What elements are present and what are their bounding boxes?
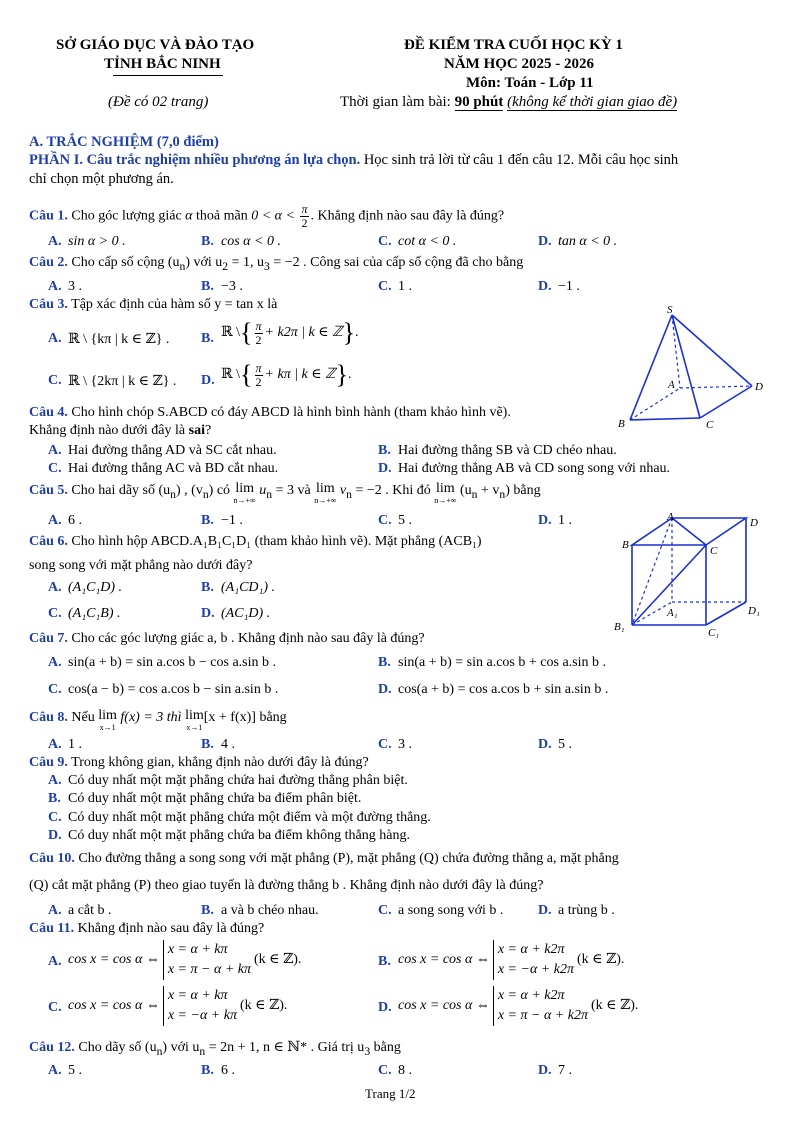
q5-label: Câu 5. bbox=[29, 483, 68, 498]
q7-text: Cho các góc lượng giác a, b . Khẳng định nào sau đây là đúng? bbox=[71, 631, 425, 646]
q2-letter-d: D. bbox=[538, 279, 552, 294]
q12-text-d: bằng bbox=[373, 1040, 401, 1055]
q2-option-d: −1 . bbox=[558, 279, 580, 294]
q6-letter-a: A. bbox=[48, 580, 62, 595]
q4-text-2b: sai bbox=[188, 423, 205, 438]
part-title: PHẦN I. Câu trắc nghiệm nhiều phương án lựa chọn. bbox=[29, 152, 361, 168]
q5-letter-a: A. bbox=[48, 513, 62, 528]
q6-letter-b: B. bbox=[201, 580, 214, 595]
q5-letter-c: C. bbox=[378, 513, 392, 528]
q1-option-a: sin α > 0 . bbox=[68, 234, 126, 249]
q1-letter-d: D. bbox=[538, 234, 552, 249]
q4-letter-b: B. bbox=[378, 443, 391, 458]
q8-option-d: 5 . bbox=[558, 737, 572, 752]
fig1-label-c: C bbox=[706, 419, 714, 430]
q8-text-a: Nếu bbox=[71, 710, 95, 725]
question-1: Câu 1. Cho góc lượng giác α thoả mãn 0 < α < $\frac{\pi}{2}$ . Khẳng định nào sau đây là đúng? bbox=[29, 202, 505, 230]
q1-option-c: cot α < 0 . bbox=[398, 234, 457, 249]
q11-b-case-2: x = −α + k2π bbox=[497, 962, 574, 977]
question-11 bbox=[29, 921, 264, 937]
q11-option-b bbox=[398, 940, 624, 980]
q11-letter-d: D. bbox=[378, 1000, 392, 1015]
q6-option-b: (A₁CD₁) . bbox=[221, 580, 276, 595]
q5-text-c: ) có bbox=[208, 483, 231, 498]
q3-letter-b: B. bbox=[201, 331, 214, 346]
q9-letter-c: C. bbox=[48, 810, 62, 825]
header-divider bbox=[113, 75, 223, 76]
q4-option-d: Hai đường thẳng AB và CD song song với nhau. bbox=[398, 461, 671, 476]
q4-letter-a: A. bbox=[48, 443, 62, 458]
q4-label: Câu 4. bbox=[29, 405, 68, 420]
q2-option-b: −3 . bbox=[221, 279, 243, 294]
q11-c-lead: cos x = cos α ⇔ bbox=[68, 998, 160, 1014]
q9-letter-b: B. bbox=[48, 791, 61, 806]
q10-letter-c: C. bbox=[378, 903, 392, 918]
time-label: Thời gian làm bài: bbox=[340, 94, 455, 110]
q8-lim-2: lim bbox=[185, 708, 204, 723]
q7-option-c: cos(a − b) = cos a.cos b − sin a.sin b . bbox=[68, 682, 279, 697]
question-2: Câu 2. Cho cấp số cộng $(u_n)$ với $u_2 = 1$, $u_3 = -2$ . Công sai của cấp số cộng đã cho bằng bbox=[29, 255, 524, 273]
question-12: Câu 12. Cho dãy số $(u_n)$ với $u_n = 2n + 1$, n ∈ ℕ* . Giá trị $u_3$ bằng bbox=[29, 1040, 401, 1058]
fig1-label-s: S bbox=[667, 304, 673, 316]
q2-label: Câu 2. bbox=[29, 255, 68, 270]
q4-option-a: Hai đường thẳng AD và SC cắt nhau. bbox=[68, 443, 277, 458]
q8-letter-c: C. bbox=[378, 737, 392, 752]
q7-label: Câu 7. bbox=[29, 631, 68, 646]
q2-option-c: 1 . bbox=[398, 279, 412, 294]
q4-letter-c: C. bbox=[48, 461, 62, 476]
fig1-label-d: D bbox=[755, 381, 763, 393]
time-value: 90 phút bbox=[454, 94, 504, 110]
q3-option-b: ℝ \{ $\frac{\pi}{2}$ + k2π | k ∈ ℤ}. bbox=[221, 318, 359, 347]
q11-a-case-2: x = π − α + kπ bbox=[167, 962, 251, 977]
q3-option-c: ℝ \ {2kπ | k ∈ ℤ} . bbox=[68, 374, 177, 389]
q12-text-c: = 2n + 1, n ∈ ℕ* . Giá trị u bbox=[208, 1040, 365, 1055]
q5-lim-3-sub: n→+∞ bbox=[434, 496, 457, 505]
q5-option-c: 5 . bbox=[398, 513, 412, 528]
q11-d-tail: (k ∈ ℤ). bbox=[591, 998, 639, 1014]
q11-d-case-1: x = α + k2π bbox=[497, 988, 565, 1003]
q12-option-c: 8 . bbox=[398, 1063, 412, 1078]
q5-text-i: + v bbox=[480, 483, 500, 498]
q7-option-d: cos(a + b) = cos a.cos b + sin a.sin b . bbox=[398, 682, 609, 697]
q10-option-a: a cắt b . bbox=[68, 903, 112, 918]
q3-letter-d: D. bbox=[201, 373, 215, 388]
q6-letter-d: D. bbox=[201, 606, 215, 621]
subject-line: Môn: Toán - Lớp 11 bbox=[466, 75, 594, 91]
q11-label: Câu 11. bbox=[29, 921, 75, 936]
question-4 bbox=[29, 405, 511, 421]
q8-label: Câu 8. bbox=[29, 710, 68, 725]
q8-option-b: 4 . bbox=[221, 737, 235, 752]
page-count-note: (Đề có 02 trang) bbox=[108, 94, 209, 110]
q11-a-lead: cos x = cos α ⇔ bbox=[68, 952, 160, 968]
q2-option-a: 3 . bbox=[68, 279, 82, 294]
q11-option-d bbox=[398, 986, 638, 1026]
q5-lim-2-sub: n→+∞ bbox=[314, 496, 337, 505]
department-name: SỞ GIÁO DỤC VÀ ĐÀO TẠO bbox=[56, 37, 255, 53]
q1-text-b: thoả mãn bbox=[196, 208, 248, 224]
q3-letter-c: C. bbox=[48, 373, 62, 388]
part-text: Học sinh trả lời từ câu 1 đến câu 12. Mỗi câu học sinh bbox=[360, 152, 679, 168]
q9-text: Trong không gian, khẳng định nào dưới đây là đúng? bbox=[71, 755, 369, 770]
q9-letter-d: D. bbox=[48, 828, 62, 843]
q2-letter-b: B. bbox=[201, 279, 214, 294]
q12-option-d: 7 . bbox=[558, 1063, 572, 1078]
fig2-label-c: C bbox=[710, 545, 718, 557]
q5-option-b: −1 . bbox=[221, 513, 243, 528]
q9-letter-a: A. bbox=[48, 773, 62, 788]
q11-option-c bbox=[68, 986, 287, 1026]
q10-letter-b: B. bbox=[201, 903, 214, 918]
q3-b-pre: ℝ \ bbox=[221, 325, 241, 341]
q3-d-pre: ℝ \ bbox=[221, 367, 241, 383]
q5-text-h: (u bbox=[459, 483, 472, 498]
fig2-label-b1: B₁ bbox=[614, 621, 625, 633]
q9-option-a: Có duy nhất một mặt phẳng chứa hai đường thẳng phân biệt. bbox=[68, 773, 408, 788]
q6-text-line-2: song song với mặt phẳng nào dưới đây? bbox=[29, 558, 253, 573]
question-9 bbox=[29, 755, 369, 771]
q11-letter-a: A. bbox=[48, 954, 62, 969]
province-name: TỈNH BẮC NINH bbox=[104, 56, 221, 72]
q8-text-b: f(x) = 3 thì bbox=[120, 710, 182, 725]
q8-lim-1: lim bbox=[98, 708, 117, 723]
q5-lim-2: lim bbox=[315, 481, 335, 496]
q3-letter-a: A. bbox=[48, 331, 62, 346]
fig1-label-a: A bbox=[668, 379, 675, 391]
q9-option-b: Có duy nhất một mặt phẳng chứa ba điểm phân biệt. bbox=[68, 791, 362, 806]
fig2-label-a1: A₁ bbox=[667, 607, 678, 619]
q11-c-tail: (k ∈ ℤ). bbox=[239, 998, 288, 1014]
q8-lim-1-sub: x→1 bbox=[99, 723, 116, 732]
q10-option-d: a trùng b . bbox=[558, 903, 615, 918]
fig2-label-a: A bbox=[667, 511, 674, 523]
fig2-label-c1: C₁ bbox=[708, 627, 720, 639]
fig2-label-d: D bbox=[750, 517, 758, 529]
q12-option-b: 6 . bbox=[221, 1063, 235, 1078]
q5-option-d: 1 . bbox=[558, 513, 572, 528]
q5-option-a: 6 . bbox=[68, 513, 82, 528]
q12-text-b: ) với u bbox=[162, 1040, 200, 1055]
section-title: A. TRẮC NGHIỆM (7,0 điểm) bbox=[29, 134, 219, 150]
q11-a-case-1: x = α + kπ bbox=[167, 942, 228, 957]
q9-label: Câu 9. bbox=[29, 755, 68, 770]
q6-option-a: (A₁C₁D) . bbox=[68, 580, 123, 595]
fig2-label-b: B bbox=[622, 539, 629, 551]
q2-letter-a: A. bbox=[48, 279, 62, 294]
q11-b-tail: (k ∈ ℤ). bbox=[576, 952, 625, 968]
pyramid-figure bbox=[610, 300, 770, 430]
q12-letter-b: B. bbox=[201, 1063, 214, 1078]
q8-letter-b: B. bbox=[201, 737, 214, 752]
q12-letter-d: D. bbox=[538, 1063, 552, 1078]
box-figure bbox=[610, 510, 770, 642]
q10-option-b: a và b chéo nhau. bbox=[221, 903, 319, 918]
q5-text-e: = 3 và bbox=[275, 483, 311, 498]
q10-letter-a: A. bbox=[48, 903, 62, 918]
q11-a-tail: (k ∈ ℤ). bbox=[254, 952, 302, 968]
page-footer: Trang 1/2 bbox=[365, 1086, 416, 1101]
q3-d-post: + kπ | k ∈ ℤ bbox=[264, 367, 336, 383]
q2-letter-c: C. bbox=[378, 279, 392, 294]
q8-option-c: 3 . bbox=[398, 737, 412, 752]
q5-text-g: = −2 . Khi đó bbox=[355, 483, 431, 498]
part-text-2: chỉ chọn một phương án. bbox=[29, 171, 174, 187]
q4-option-c: Hai đường thẳng AC và BD cắt nhau. bbox=[68, 461, 279, 476]
q7-option-b: sin(a + b) = sin a.cos b + cos a.sin b . bbox=[398, 655, 606, 670]
q3-text: Tập xác định của hàm số y = tan x là bbox=[71, 297, 278, 312]
q1-label: Câu 1. bbox=[29, 208, 68, 224]
q2-text-b: ) với u bbox=[185, 255, 223, 270]
q3-option-a: ℝ \ {kπ | k ∈ ℤ} . bbox=[68, 332, 170, 347]
q8-letter-a: A. bbox=[48, 737, 62, 752]
q8-letter-d: D. bbox=[538, 737, 552, 752]
q11-option-a bbox=[68, 940, 301, 980]
q4-text-2c: ? bbox=[204, 423, 212, 438]
q1-text: Cho góc lượng giác bbox=[71, 208, 182, 224]
q10-letter-d: D. bbox=[538, 903, 552, 918]
q12-option-a: 5 . bbox=[68, 1063, 82, 1078]
q4-text-2a: Khẳng định nào dưới đây là bbox=[29, 423, 189, 438]
q1-letter-a: A. bbox=[48, 234, 62, 249]
question-8 bbox=[29, 710, 287, 734]
q5-text-f: v bbox=[339, 483, 347, 498]
q12-letter-a: A. bbox=[48, 1063, 62, 1078]
part-heading bbox=[29, 152, 678, 169]
q11-b-lead: cos x = cos α ⇔ bbox=[398, 952, 490, 968]
q11-letter-b: B. bbox=[378, 954, 391, 969]
q5-letter-d: D. bbox=[538, 513, 552, 528]
q6-text-1: Cho hình hộp ABCD.A₁B₁C₁D₁ (tham khảo hình vẽ). Mặt phẳng (ACB₁) bbox=[71, 534, 482, 549]
q5-text-b: ) , (v bbox=[176, 483, 203, 498]
q5-lim-1-sub: n→+∞ bbox=[233, 496, 256, 505]
q5-text-j: ) bằng bbox=[505, 483, 541, 498]
q11-c-case-2: x = −α + kπ bbox=[167, 1008, 237, 1023]
q12-label: Câu 12. bbox=[29, 1040, 75, 1055]
q8-lim-2-sub: x→1 bbox=[186, 723, 203, 732]
q5-text-d: u bbox=[259, 483, 267, 498]
q11-d-case-2: x = π − α + k2π bbox=[497, 1008, 588, 1023]
question-6 bbox=[29, 534, 482, 550]
q2-text-c: = 1, u bbox=[231, 255, 265, 270]
q7-letter-d: D. bbox=[378, 682, 392, 697]
q9-option-c: Có duy nhất một mặt phẳng chứa một điểm và một đường thẳng. bbox=[68, 810, 431, 825]
fig1-label-b: B bbox=[618, 418, 625, 430]
q1-option-b: cos α < 0 . bbox=[221, 234, 281, 249]
question-7 bbox=[29, 631, 425, 647]
q5-text-a: Cho hai dãy số (u bbox=[71, 483, 171, 498]
q11-letter-c: C. bbox=[48, 1000, 62, 1015]
time-note: (không kể thời gian giao đề) bbox=[507, 94, 678, 110]
q5-lim-3: lim bbox=[436, 481, 455, 496]
q3-label: Câu 3. bbox=[29, 297, 68, 312]
q11-d-lead: cos x = cos α ⇔ bbox=[398, 998, 490, 1014]
q2-text-d: = −2 . Công sai của cấp số cộng đã cho bằng bbox=[273, 255, 524, 270]
q7-letter-b: B. bbox=[378, 655, 391, 670]
q8-text-c: [x + f(x)] bằng bbox=[203, 710, 287, 725]
exam-title: ĐỀ KIỂM TRA CUỐI HỌC KỲ 1 bbox=[404, 37, 623, 53]
q1-fraction: $\frac{\pi}{2}$ bbox=[301, 202, 308, 230]
q6-option-c: (A₁C₁B) . bbox=[68, 606, 121, 621]
q9-option-d: Có duy nhất một mặt phẳng chứa ba điểm không thẳng hàng. bbox=[68, 828, 410, 843]
q10-option-c: a song song với b . bbox=[398, 903, 504, 918]
q10-label: Câu 10. bbox=[29, 851, 75, 866]
q6-letter-c: C. bbox=[48, 606, 62, 621]
q2-text-a: Cho cấp số cộng (u bbox=[71, 255, 180, 270]
q5-lim-1: lim bbox=[235, 481, 254, 496]
q7-letter-a: A. bbox=[48, 655, 62, 670]
q10-text-line-2: (Q) cắt mặt phẳng (P) theo giao tuyến là đường thẳng b . Khẳng định nào dưới đây là đúng? bbox=[29, 878, 544, 893]
q8-option-a: 1 . bbox=[68, 737, 82, 752]
q4-text-line-2 bbox=[29, 423, 211, 439]
q11-text: Khẳng định nào sau đây là đúng? bbox=[77, 921, 265, 936]
q1-text-c: . Khẳng định nào sau đây là đúng? bbox=[310, 208, 505, 224]
q4-option-b: Hai đường thẳng SB và CD chéo nhau. bbox=[398, 443, 617, 458]
q11-b-case-1: x = α + k2π bbox=[497, 942, 565, 957]
q1-letter-b: B. bbox=[201, 234, 214, 249]
q12-letter-c: C. bbox=[378, 1063, 392, 1078]
fig2-label-d1: D₁ bbox=[748, 605, 760, 617]
time-line bbox=[340, 94, 677, 111]
q5-letter-b: B. bbox=[201, 513, 214, 528]
q1-letter-c: C. bbox=[378, 234, 392, 249]
q7-option-a: sin(a + b) = sin a.cos b − cos a.sin b . bbox=[68, 655, 276, 670]
q6-option-d: (AC₁D) . bbox=[221, 606, 271, 621]
question-5: Câu 5. Cho hai dãy số $(u_n)$ , $(v_n)$ có lim n→+∞ $u_n = 3$ và lim n→+∞ $v_n = -2$ . Khi đó lim n→+∞ $(u_n + v_n)$ bằng bbox=[29, 481, 541, 505]
q3-option-d: ℝ \{ $\frac{\pi}{2}$ + kπ | k ∈ ℤ}. bbox=[221, 360, 352, 389]
q11-c-case-1: x = α + kπ bbox=[167, 988, 228, 1003]
question-3 bbox=[29, 297, 277, 313]
q1-option-d: tan α < 0 . bbox=[558, 234, 618, 249]
q6-label: Câu 6. bbox=[29, 534, 68, 549]
q4-text-1: Cho hình chóp S.ABCD có đáy ABCD là hình bình hành (tham khảo hình vẽ). bbox=[71, 405, 511, 420]
q7-letter-c: C. bbox=[48, 682, 62, 697]
question-10 bbox=[29, 851, 619, 867]
q10-text-1: Cho đường thẳng a song song với mặt phẳng (P), mặt phẳng (Q) chứa đường thẳng a, mặt phẳng bbox=[78, 851, 619, 866]
q4-letter-d: D. bbox=[378, 461, 392, 476]
q3-b-post: + k2π | k ∈ ℤ bbox=[264, 325, 343, 341]
q12-text-a: Cho dãy số (u bbox=[78, 1040, 157, 1055]
school-year: NĂM HỌC 2025 - 2026 bbox=[444, 56, 594, 72]
